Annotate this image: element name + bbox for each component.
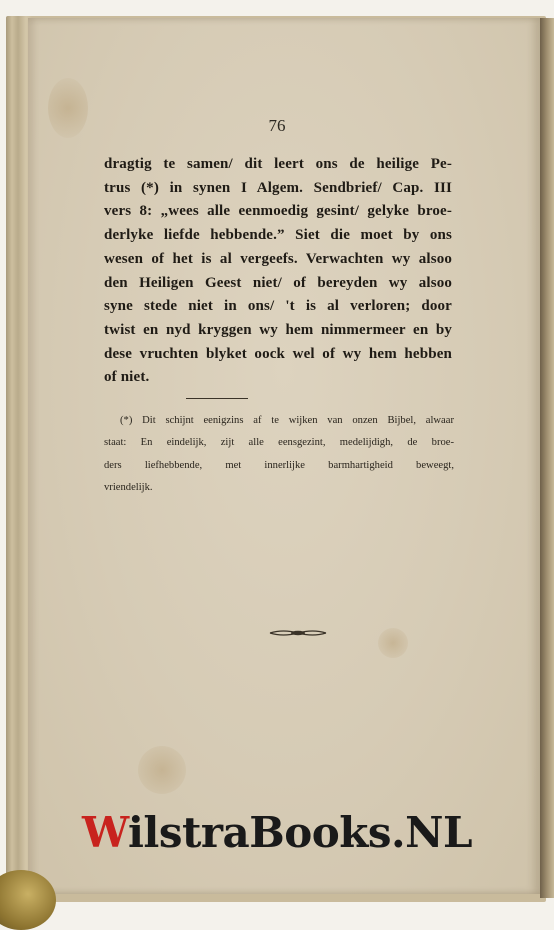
- watermark-logo: [82, 808, 472, 857]
- body-text-line: dese vruchten blyket oock wel of wy hem hebben: [104, 345, 452, 362]
- body-text-line: trus (*) in synen I Algem. Sendbrief/ Cap. III: [104, 179, 452, 196]
- footnote-line: vriendelijk.: [104, 481, 153, 493]
- body-text-line: syne stede niet in ons/ 't is al verloren; door: [104, 298, 452, 315]
- body-text: [104, 153, 452, 390]
- body-text-line: derlyke liefde hebbende.” Siet die moet by ons: [104, 227, 452, 244]
- paper-stain: [378, 628, 408, 658]
- decorative-tailpiece-icon: [268, 626, 328, 640]
- footnote-line: staat: En eindelijk, zijt alle eensgezint, medelijdigh, de broe-: [104, 437, 454, 449]
- body-text-line: wesen of het is al vergeefs. Verwachten wy alsoo: [104, 250, 452, 267]
- page-number: 76: [268, 116, 286, 135]
- watermark-rest: ilstraBooks.NL: [127, 808, 473, 857]
- footnote-separator-rule: [186, 398, 248, 399]
- body-text-line: dragtig te samen/ dit leert ons de heilige Pe-: [104, 156, 452, 172]
- footnote-line: ders liefhebbende, met innerlijke barmhartigheid beweegt,: [104, 459, 454, 471]
- body-text-line: vers 8: „wees alle eenmoedig gesint/ gelyke broe-: [104, 203, 452, 220]
- body-text-line: of niet.: [104, 369, 150, 386]
- book-cover-edge: [540, 18, 554, 898]
- footnote-line: (*) Dit schijnt eenigzins af te wijken van onzen Bijbel, alwaar: [120, 415, 454, 426]
- paper-stain: [138, 746, 186, 794]
- body-text-line: twist en nyd kryggen wy hem nimmermeer en by: [104, 321, 452, 338]
- footnote: [104, 410, 454, 499]
- body-text-line: den Heiligen Geest niet/ of bereyden wy alsoo: [104, 274, 452, 291]
- watermark-first-letter: W: [82, 808, 128, 857]
